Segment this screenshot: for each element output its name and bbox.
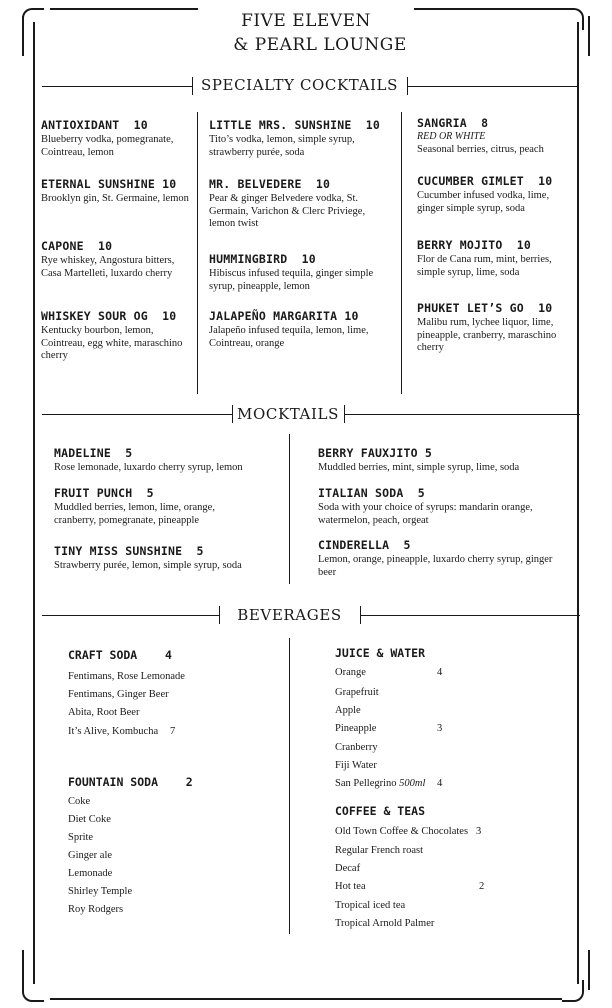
beverage-item: Sprite bbox=[68, 832, 94, 843]
beverage-size: 500ml bbox=[399, 778, 426, 789]
item-name: LITTLE MRS. SUNSHINE bbox=[209, 118, 352, 132]
beverage-item: Ginger ale bbox=[68, 850, 113, 861]
beverage-item: Pineapple bbox=[335, 723, 377, 734]
beverage-price: 3 bbox=[437, 723, 443, 734]
menu-item bbox=[417, 238, 567, 279]
item-name: TINY MISS SUNSHINE bbox=[54, 544, 183, 558]
beverages-heading: BEVERAGES bbox=[237, 606, 342, 624]
menu-item bbox=[41, 309, 193, 363]
item-name: FRUIT PUNCH bbox=[54, 486, 133, 500]
beverage-item: Roy Rodgers bbox=[68, 904, 124, 915]
beverage-item: Tropical iced tea bbox=[335, 900, 406, 911]
item-name: HUMMINGBIRD bbox=[209, 252, 288, 266]
item-price: 8 bbox=[481, 116, 489, 130]
item-name: JALAPEÑO MARGARITA bbox=[209, 309, 338, 323]
item-price: 10 bbox=[98, 239, 113, 253]
beverage-item: Old Town Coffee & Chocolates bbox=[335, 826, 469, 837]
beverage-item: Abita, Root Beer bbox=[68, 707, 140, 718]
beverage-item: Regular French roast bbox=[335, 845, 424, 856]
beverage-price: 7 bbox=[170, 726, 176, 737]
menu-item bbox=[318, 538, 568, 579]
section-price: 2 bbox=[185, 775, 193, 789]
item-price: 5 bbox=[125, 446, 133, 460]
item-description: Tito’s vodka, lemon, simple syrup, strawberry purée, soda bbox=[209, 134, 355, 158]
beverage-item: Hot tea bbox=[335, 881, 366, 892]
menu-title-line2: & PEARL LOUNGE bbox=[233, 35, 407, 55]
menu-item bbox=[417, 301, 572, 355]
beverage-item: Shirley Temple bbox=[68, 886, 133, 897]
item-name: ITALIAN SODA bbox=[318, 486, 404, 500]
item-price: 5 bbox=[403, 538, 411, 552]
item-name: ANTIOXIDANT bbox=[41, 118, 120, 132]
item-description: Lemon, orange, pineapple, luxardo cherry syrup, ginger beer bbox=[318, 554, 553, 578]
menu-item bbox=[417, 174, 572, 215]
item-description: Jalapeño infused tequila, lemon, lime, Cointreau, orange bbox=[209, 325, 369, 349]
item-name: PHUKET LET’S GO bbox=[417, 301, 524, 315]
item-name: CINDERELLA bbox=[318, 538, 390, 552]
item-name: MADELINE bbox=[54, 446, 111, 460]
item-description: Brooklyn gin, St. Germaine, lemon bbox=[41, 193, 189, 204]
beverage-price: 2 bbox=[479, 881, 485, 892]
beverage-item: Cranberry bbox=[335, 742, 378, 753]
item-subtitle: RED OR WHITE bbox=[417, 131, 486, 142]
item-name: CUCUMBER GIMLET bbox=[417, 174, 524, 188]
fountain-soda-heading bbox=[68, 775, 193, 789]
menu-item bbox=[54, 446, 284, 475]
item-description: Malibu rum, lychee liquor, lime, pineapple, cranberry, maraschino cherry bbox=[417, 317, 557, 353]
menu-item bbox=[41, 239, 191, 280]
menu-item bbox=[417, 116, 567, 157]
beverage-item: Fentimans, Ginger Beer bbox=[68, 689, 169, 700]
beverage-name: San Pellegrino bbox=[335, 778, 397, 789]
beverage-item: Fentimans, Rose Lemonade bbox=[68, 671, 185, 682]
item-description: Strawberry purée, lemon, simple syrup, soda bbox=[54, 560, 242, 571]
coffee-teas-heading: COFFEE & TEAS bbox=[335, 804, 426, 818]
item-name: WHISKEY SOUR OG bbox=[41, 309, 148, 323]
item-price: 10 bbox=[344, 309, 359, 323]
item-name: ETERNAL SUNSHINE bbox=[41, 177, 155, 191]
beverage-item: Coke bbox=[68, 796, 91, 807]
item-description: Seasonal berries, citrus, peach bbox=[417, 144, 544, 155]
section-price: 4 bbox=[164, 648, 172, 662]
item-name: MR. BELVEDERE bbox=[209, 177, 302, 191]
beverage-item: Fiji Water bbox=[335, 760, 377, 771]
menu-item bbox=[41, 177, 196, 206]
specialty-heading: SPECIALTY COCKTAILS bbox=[200, 76, 398, 94]
item-price: 10 bbox=[538, 301, 553, 315]
column-divider bbox=[401, 112, 402, 394]
item-price: 10 bbox=[516, 238, 531, 252]
item-price: 5 bbox=[146, 486, 154, 500]
beverage-item: It’s Alive, Kombucha bbox=[68, 726, 159, 737]
column-divider bbox=[197, 112, 198, 394]
item-price: 10 bbox=[162, 177, 177, 191]
item-description: Hibiscus infused tequila, ginger simple syrup, pineapple, lemon bbox=[209, 268, 374, 292]
menu-item bbox=[209, 118, 394, 159]
menu-item bbox=[209, 309, 397, 350]
item-price: 5 bbox=[417, 486, 425, 500]
item-price: 10 bbox=[301, 252, 316, 266]
item-description: Kentucky bourbon, lemon, Cointreau, egg white, maraschino cherry bbox=[41, 325, 183, 361]
item-description: Muddled berries, lemon, lime, orange, cranberry, pomegranate, pineapple bbox=[54, 502, 215, 526]
item-description: Rose lemonade, luxardo cherry syrup, lemon bbox=[54, 462, 243, 473]
beverage-item bbox=[335, 778, 425, 789]
beverage-item: Orange bbox=[335, 667, 366, 678]
menu-item bbox=[209, 252, 394, 293]
item-price: 10 bbox=[538, 174, 553, 188]
section-name: FOUNTAIN SODA bbox=[68, 775, 159, 789]
item-description: Blueberry vodka, pomegranate, Cointreau, lemon bbox=[41, 134, 174, 158]
column-divider bbox=[289, 434, 290, 584]
item-description: Soda with your choice of syrups: mandarin orange, watermelon, peach, orgeat bbox=[318, 502, 533, 526]
item-price: 10 bbox=[133, 118, 148, 132]
beverage-item: Diet Coke bbox=[68, 814, 111, 825]
beverage-item: Grapefruit bbox=[335, 687, 379, 698]
beverage-item: Tropical Arnold Palmer bbox=[335, 918, 435, 929]
section-name: CRAFT SODA bbox=[68, 648, 138, 662]
item-description: Muddled berries, mint, simple syrup, lime, soda bbox=[318, 462, 520, 473]
item-description: Rye whiskey, Angostura bitters, Casa Martelleti, luxardo cherry bbox=[41, 255, 175, 279]
menu-title-line1: FIVE ELEVEN bbox=[241, 11, 371, 31]
item-description: Cucumber infused vodka, lime, ginger simple syrup, soda bbox=[417, 190, 550, 214]
menu-item bbox=[41, 118, 191, 159]
item-price: 10 bbox=[365, 118, 380, 132]
mocktails-heading: MOCKTAILS bbox=[237, 405, 339, 423]
item-price: 5 bbox=[196, 544, 204, 558]
beverage-price: 3 bbox=[476, 826, 482, 837]
menu-item bbox=[318, 446, 568, 475]
item-price: 5 bbox=[424, 446, 432, 460]
item-description: Flor de Cana rum, mint, berries, simple syrup, lime, soda bbox=[417, 254, 552, 278]
item-price: 10 bbox=[315, 177, 331, 191]
craft-soda-heading bbox=[68, 648, 172, 662]
column-divider bbox=[289, 638, 290, 934]
beverage-item: Apple bbox=[335, 705, 361, 716]
menu-item bbox=[54, 486, 284, 527]
beverage-item: Lemonade bbox=[68, 868, 113, 879]
juice-water-heading: JUICE & WATER bbox=[335, 646, 426, 660]
item-name: SANGRIA bbox=[417, 116, 467, 130]
menu-item bbox=[209, 177, 394, 231]
beverage-price: 4 bbox=[437, 778, 443, 789]
beverage-price: 4 bbox=[437, 667, 443, 678]
menu-item bbox=[54, 544, 284, 573]
item-name: CAPONE bbox=[41, 239, 84, 253]
item-name: BERRY MOJITO bbox=[417, 238, 503, 252]
beverage-item: Decaf bbox=[335, 863, 361, 874]
menu-item bbox=[318, 486, 568, 527]
item-price: 10 bbox=[162, 309, 177, 323]
item-description: Pear & ginger Belvedere vodka, St. Germain, Varichon & Clerc Priviege, lemon twist bbox=[209, 193, 366, 229]
item-name: BERRY FAUXJITO bbox=[318, 446, 418, 460]
